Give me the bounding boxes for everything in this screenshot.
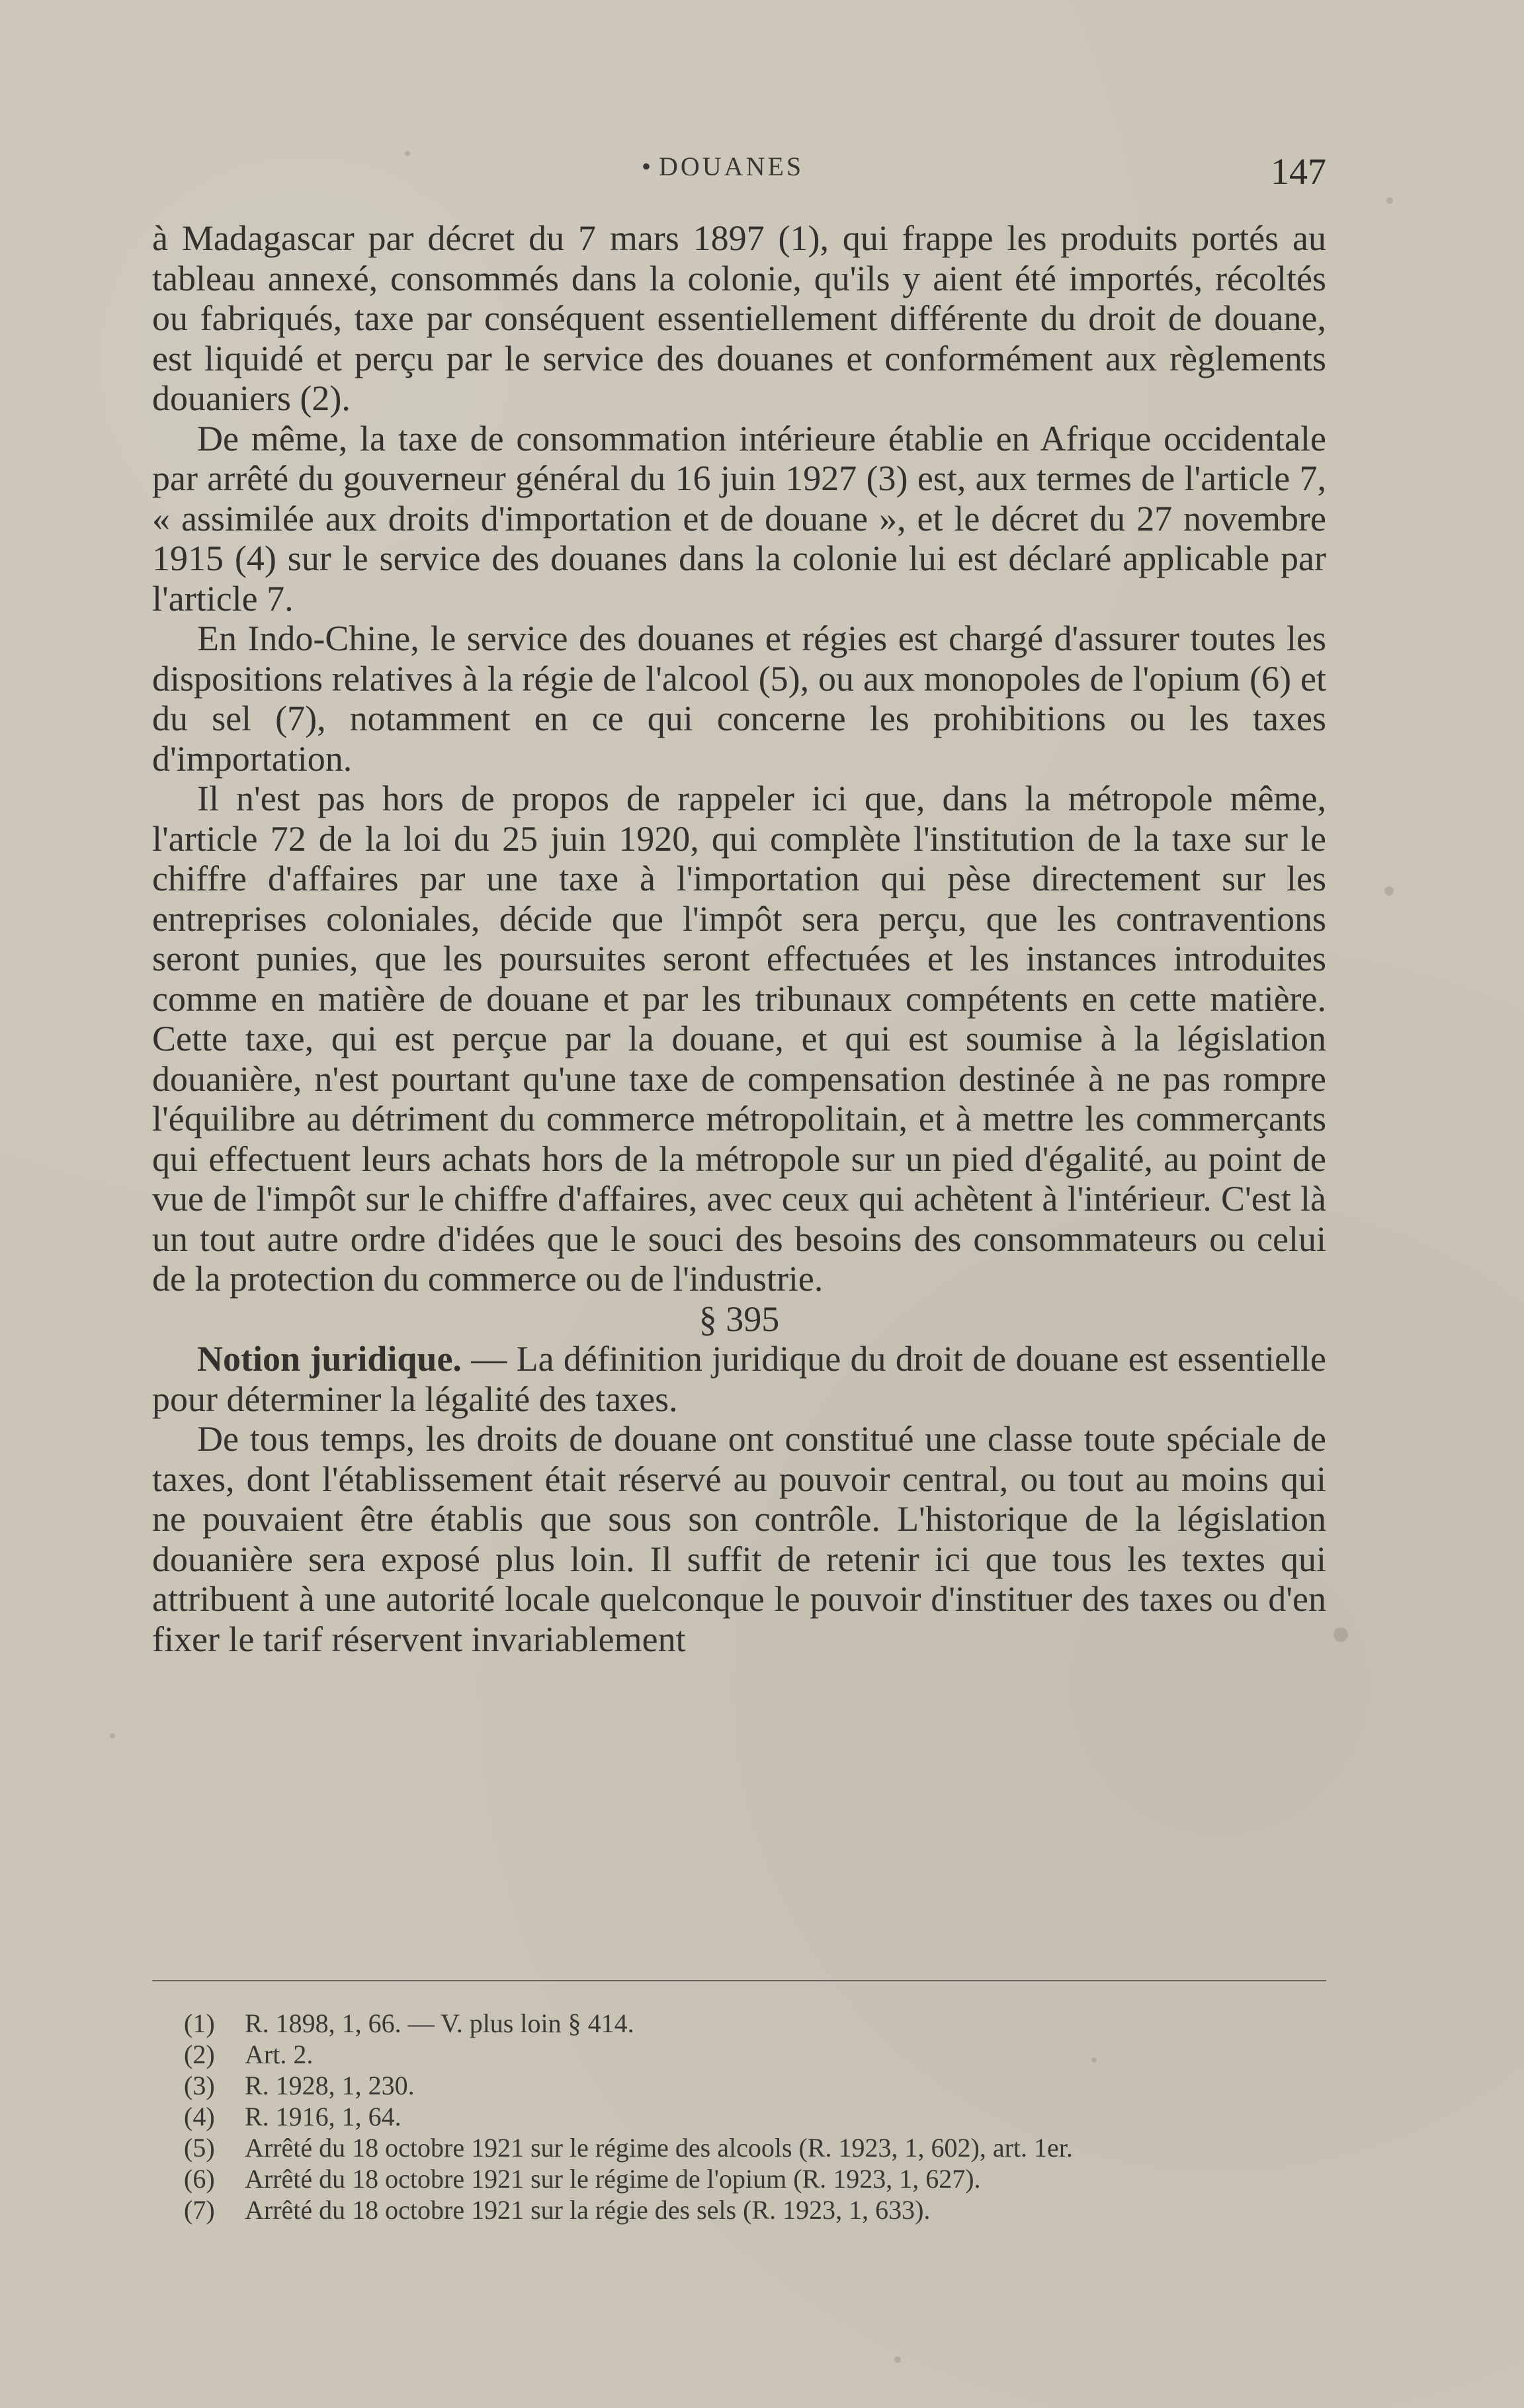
paragraph: De tous temps, les droits de douane ont constitué une classe toute spéciale de taxes, dont l'établissement était réservé au pouvoir central, ou tout au moins qui ne pouvaient être établis que sous son contrôle. L'historique de la législation douanière sera exposé plus loin. Il suffit de retenir ici que tous les textes qui attribuent à une autorité locale quelconque le pouvoir d'instituer des taxes ou d'en fixer le tarif réservent invariablement <box>152 1419 1326 1659</box>
footnote <box>184 2101 1328 2132</box>
footnote-text: Art. 2. <box>245 2040 314 2069</box>
footnote-number: (2) <box>184 2040 215 2069</box>
paper-speck <box>894 2356 901 2363</box>
footnote-text: R. 1898, 1, 66. — V. plus loin § 414. <box>245 2008 634 2038</box>
page-header <box>152 151 1326 197</box>
section-heading: Notion juridique. <box>197 1339 462 1379</box>
footnote <box>184 2039 1328 2070</box>
section-number: § 395 <box>698 1299 780 1339</box>
footnote <box>184 2163 1328 2194</box>
section-first-paragraph-text: La définition juridique du droit de douane est essentielle pour déterminer la légalité des taxes. <box>152 1339 1326 1419</box>
footnote-text: Arrêté du 18 octobre 1921 sur le régime des alcools (R. 1923, 1, 602), art. 1er. <box>245 2133 1073 2163</box>
footnote-number: (5) <box>184 2133 215 2163</box>
footnote-text: Arrêté du 18 octobre 1921 sur la régie des sels (R. 1923, 1, 633). <box>245 2195 931 2225</box>
paragraph: Il n'est pas hors de propos de rappeler ici que, dans la métropole même, l'article 72 de la loi du 25 juin 1920, qui complète l'institution de la taxe sur le chiffre d'affaires par une taxe à l'importation qui pèse directement sur les entreprises coloniales, décide que l'impôt sera perçu, que les contraventions seront punies, que les poursuites seront effectuées et les instances introduites comme en matière de douane et par les tribunaux compétents en cette matière. Cette taxe, qui est perçue par la douane, et qui est soumise à la législation douanière, n'est pourtant qu'une taxe de compensation destinée à ne pas rompre l'équilibre au détriment du commerce métropolitain, et à mettre les commerçants qui effectuent leurs achats hors de la métropole sur un pied d'égalité, au point de vue de l'impôt sur le chiffre d'affaires, avec ceux qui achètent à l'intérieur. C'est là un tout autre ordre d'idées que le souci des besoins des consommateurs ou celui de la protection du commerce ou de l'industrie. <box>152 779 1326 1299</box>
footnote-divider <box>152 1980 1326 1981</box>
footnote <box>184 2008 1328 2039</box>
heading-dash: — <box>461 1339 517 1379</box>
footnote-text: Arrêté du 18 octobre 1921 sur le régime de l'opium (R. 1923, 1, 627). <box>245 2164 981 2194</box>
footnote <box>184 2070 1328 2101</box>
body-text <box>152 218 1326 1659</box>
footnotes <box>184 2008 1328 2225</box>
paper-speck <box>1386 197 1393 204</box>
footnote-number: (4) <box>184 2102 215 2131</box>
section-first-paragraph <box>152 1339 1326 1419</box>
footnote-number: (7) <box>184 2195 215 2225</box>
running-head-bullet: • <box>642 151 654 181</box>
paper-speck <box>110 1733 115 1739</box>
paragraph: De même, la taxe de consommation intérieure établie en Afrique occidentale par arrêté du gouverneur général du 16 juin 1927 (3) est, aux termes de l'article 7, « assimilée aux droits d'importation et de douane », et le décret du 27 novembre 1915 (4) sur le service des douanes dans la colonie lui est déclaré applicable par l'article 7. <box>152 418 1326 619</box>
footnote-number: (6) <box>184 2164 215 2194</box>
footnote-number: (1) <box>184 2008 215 2038</box>
footnote <box>184 2194 1328 2225</box>
paragraph: à Madagascar par décret du 7 mars 1897 (1), qui frappe les produits portés au tableau annexé, consommés dans la colonie, qu'ils y aient été importés, récoltés ou fabriqués, taxe par conséquent essentiellement différente du droit de douane, est liquidé et perçu par le service des douanes et conformément aux règlements douaniers (2). <box>152 218 1326 418</box>
paragraph: En Indo-Chine, le service des douanes et régies est chargé d'assurer toutes les dispositions relatives à la régie de l'alcool (5), ou aux monopoles de l'opium (6) et du sel (7), notamment en ce qui concerne les prohibitions ou les taxes d'importation. <box>152 619 1326 779</box>
paper-speck <box>1384 886 1394 896</box>
footnote-text: R. 1916, 1, 64. <box>245 2102 402 2131</box>
footnote-number: (3) <box>184 2071 215 2100</box>
footnote-text: R. 1928, 1, 230. <box>245 2071 415 2100</box>
footnote <box>184 2132 1328 2163</box>
paper-speck <box>1334 1627 1348 1642</box>
running-head-title: DOUANES <box>659 151 804 181</box>
page-number: 147 <box>1271 151 1326 193</box>
running-head <box>642 151 804 182</box>
